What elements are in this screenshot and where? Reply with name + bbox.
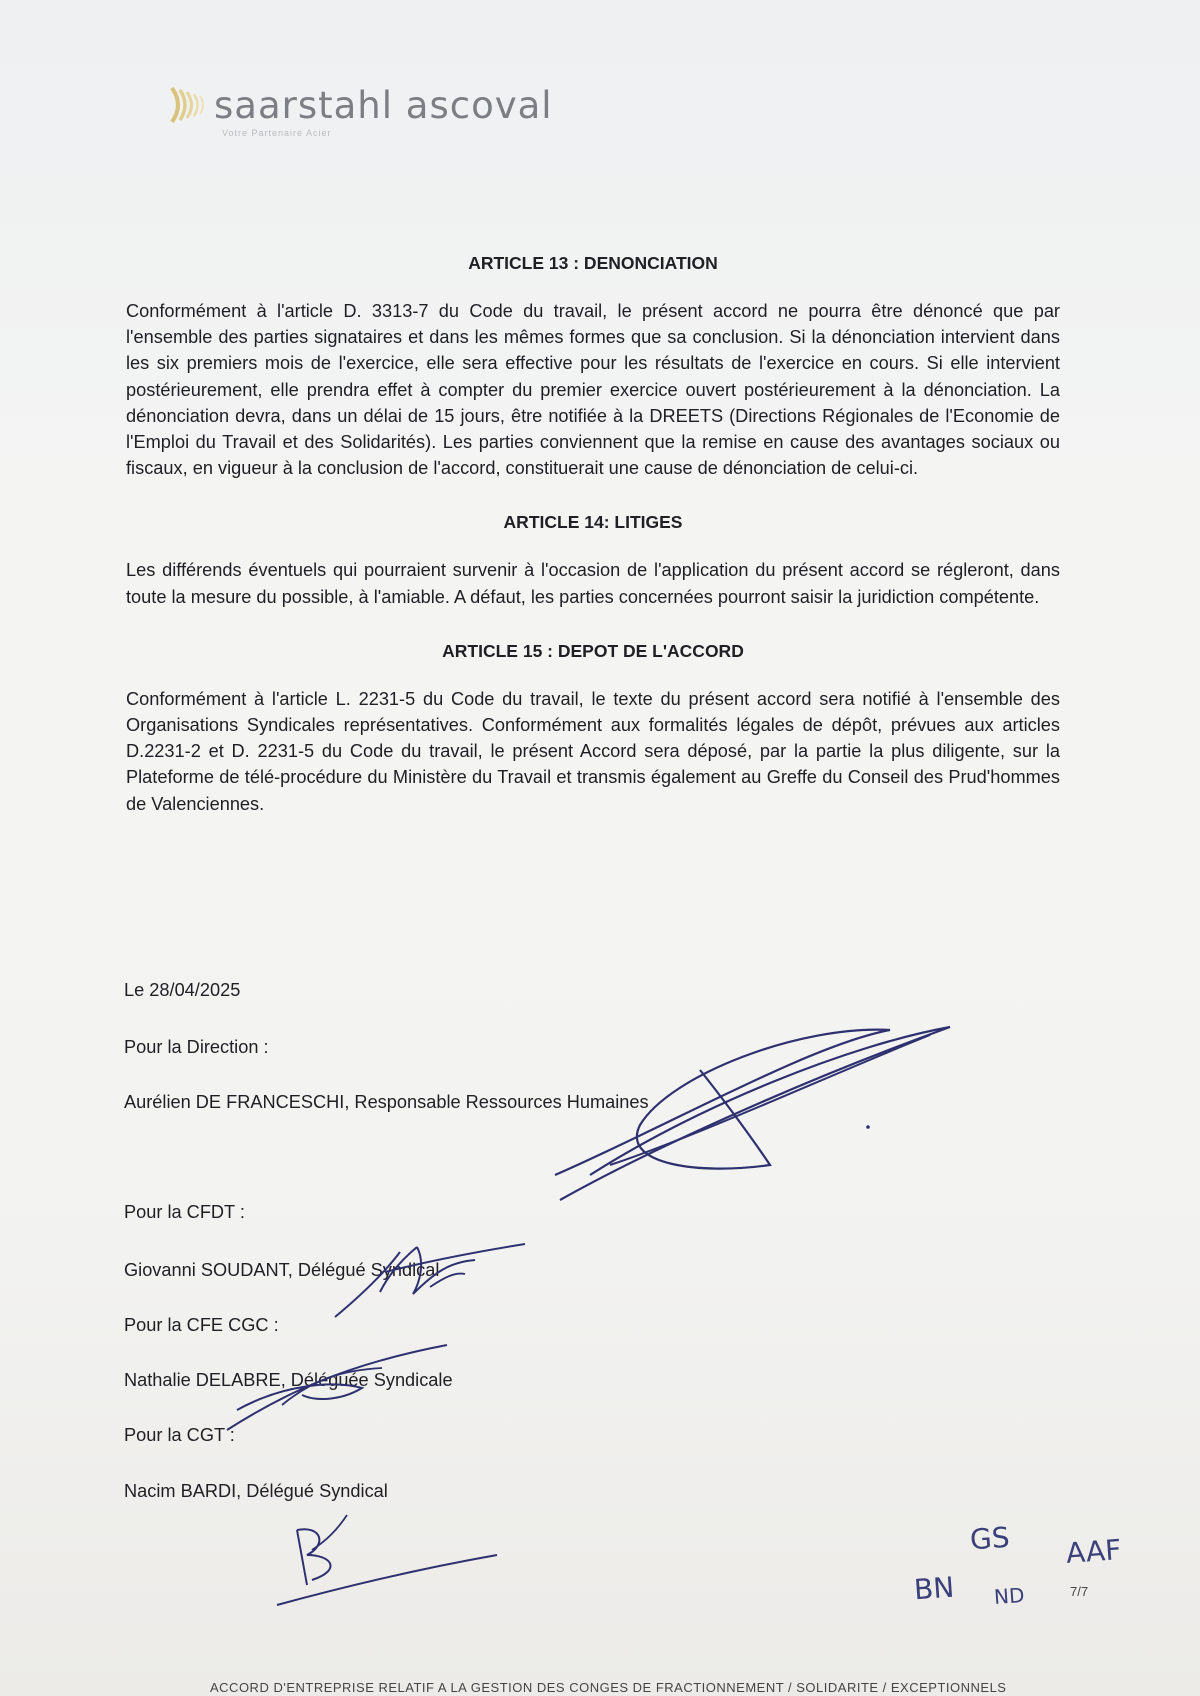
article-14	[126, 511, 1060, 609]
cfecgc-signature	[222, 1340, 457, 1435]
initials-bn: BN	[912, 1570, 956, 1607]
document-footer: ACCORD D'ENTREPRISE RELATIF A LA GESTION DES CONGES DE FRACTIONNEMENT / SOLIDARITE / EXCEPTIONNELS	[210, 1680, 1007, 1695]
article-title: ARTICLE 14: LITIGES	[503, 512, 683, 533]
articles-section	[126, 252, 1060, 847]
signature-date: Le 28/04/2025	[124, 980, 241, 1000]
initials-aaf: AAF	[1064, 1533, 1123, 1570]
cgt-signature	[272, 1510, 502, 1610]
article-13	[126, 252, 1060, 481]
cfdt-signature	[325, 1232, 535, 1322]
direction-label: Pour la Direction :	[124, 1037, 269, 1057]
cgt-signatory: Nacim BARDI, Délégué Syndical	[124, 1481, 388, 1501]
initials-nd: ND	[993, 1582, 1026, 1610]
page-number: 7/7	[1070, 1584, 1089, 1599]
company-logo	[168, 82, 553, 128]
cfdt-signatory: Giovanni SOUDANT, Délégué Syndical	[124, 1260, 440, 1280]
initials-gs: GS	[968, 1520, 1011, 1557]
logo-text: saarstahl ascoval	[214, 83, 553, 127]
direction-signature	[550, 1015, 970, 1205]
article-body: Les différends éventuels qui pourraient survenir à l'occasion de l'application du présent accord se régleront, dans toute la mesure du possible, à l'amiable. A défaut, les parties concernées pourront saisir la juridiction compétente.	[126, 560, 1060, 607]
cfecgc-label: Pour la CFE CGC :	[124, 1315, 279, 1335]
logo-tagline: Votre Partenaire Acier	[222, 128, 332, 138]
article-title: ARTICLE 13 : DENONCIATION	[468, 253, 718, 273]
logo-waves-icon	[168, 82, 208, 128]
article-title: ARTICLE 15 : DEPOT DE L'ACCORD	[442, 640, 744, 661]
cfdt-label: Pour la CFDT :	[124, 1202, 245, 1222]
cgt-label: Pour la CGT :	[124, 1425, 235, 1445]
article-15	[126, 640, 1060, 817]
article-body: Conformément à l'article D. 3313-7 du Code du travail, le présent accord ne pourra être dénoncé que par l'ensemble des parties signataires et dans les mêmes formes que sa conclusion. Si la dénonciation intervient dans les six premiers mois de l'exercice, elle sera effective pour les résultats de l'exercice en cours. Si elle intervient postérieurement, elle prendra effet à compter du premier exercice ouvert postérieurement à la dénonciation. La dénonciation devra, dans un délai de 15 jours, être notifiée à la DREETS (Directions Régionales de l'Economie de l'Emploi du Travail et des Solidarités). Les parties conviennent que la remise en cause des avantages sociaux ou fiscaux, en vigueur à la conclusion de l'accord, constituerait une cause de dénonciation de celui-ci.	[126, 301, 1060, 479]
direction-signatory: Aurélien DE FRANCESCHI, Responsable Ressources Humaines	[124, 1092, 649, 1112]
cfecgc-signatory: Nathalie DELABRE, Déléguée Syndicale	[124, 1370, 453, 1390]
article-body: Conformément à l'article L. 2231-5 du Code du travail, le texte du présent accord sera notifié à l'ensemble des Organisations Syndicales représentatives. Conformément aux formalités légales de dépôt, prévues aux articles D.2231-2 et D. 2231-5 du Code du travail, le présent Accord sera déposé, par la partie la plus diligente, sur la Plateforme de télé-procédure du Ministère du Travail et transmis également au Greffe du Conseil des Prud'hommes de Valenciennes.	[126, 688, 1060, 814]
